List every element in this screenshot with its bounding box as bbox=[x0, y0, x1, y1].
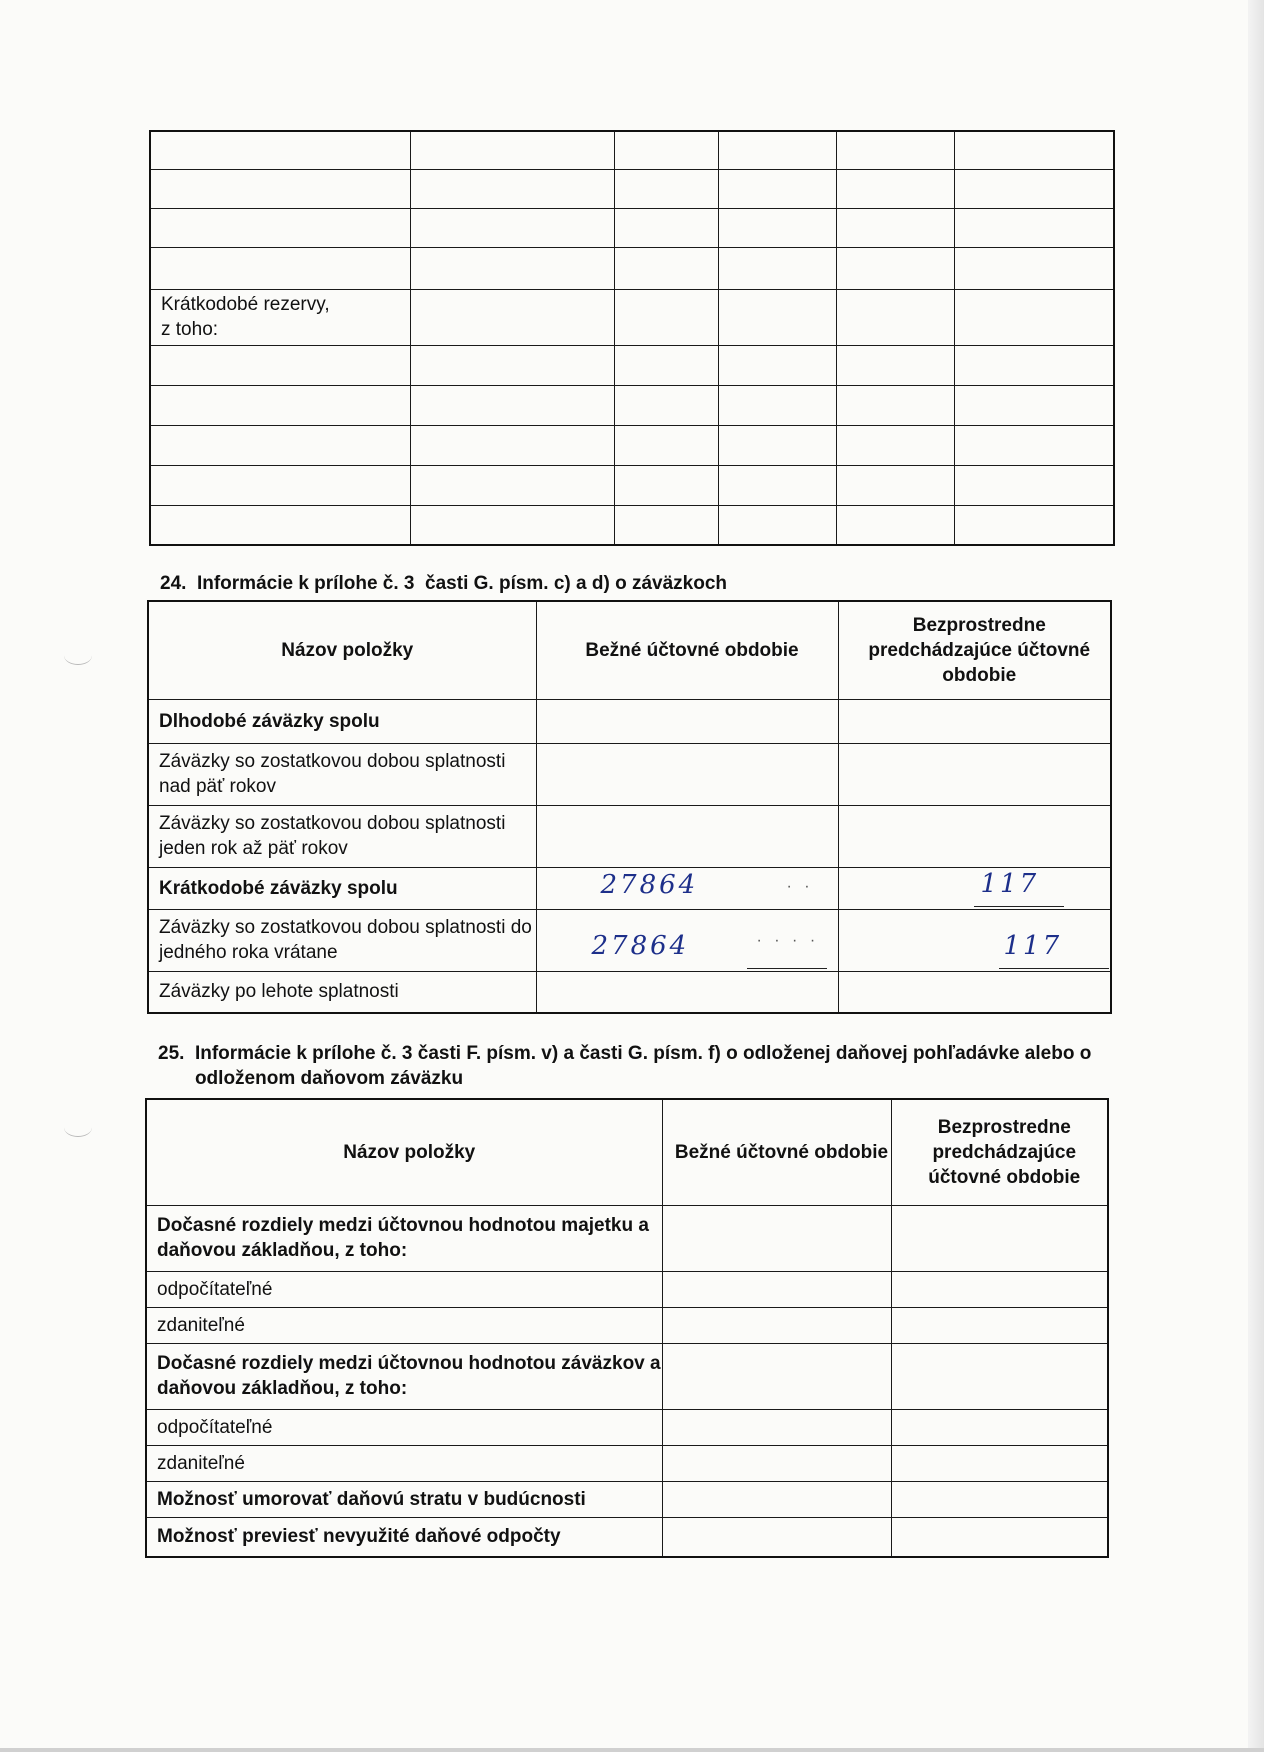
value-previous bbox=[891, 1343, 1108, 1409]
value-current bbox=[662, 1271, 891, 1307]
table-cell bbox=[836, 289, 954, 345]
table-row bbox=[146, 1307, 1108, 1343]
row-label bbox=[150, 465, 410, 505]
pencil-dots: · · bbox=[786, 877, 814, 895]
table-row bbox=[148, 743, 1111, 805]
table-cell bbox=[718, 425, 836, 465]
page-edge-shadow bbox=[1248, 0, 1264, 1752]
header-current-period: Bežné účtovné obdobie bbox=[536, 601, 838, 699]
table-row bbox=[146, 1271, 1108, 1307]
table-cell bbox=[836, 131, 954, 169]
table-cell bbox=[718, 169, 836, 208]
punch-hole-mark bbox=[64, 1118, 92, 1137]
table-cell bbox=[836, 425, 954, 465]
table-cell bbox=[836, 465, 954, 505]
value-current bbox=[662, 1205, 891, 1271]
value-previous-cell bbox=[838, 867, 1111, 909]
row-label bbox=[150, 425, 410, 465]
table-row bbox=[150, 505, 1114, 545]
table-cell bbox=[614, 208, 718, 247]
value-current bbox=[536, 805, 838, 867]
table-cell bbox=[614, 425, 718, 465]
liabilities-table bbox=[147, 600, 1112, 1014]
table-row bbox=[150, 169, 1114, 208]
table-row bbox=[146, 1517, 1108, 1557]
handwriting-underline bbox=[974, 906, 1064, 907]
table-row bbox=[150, 131, 1114, 169]
table-cell bbox=[954, 385, 1114, 425]
table-cell bbox=[614, 169, 718, 208]
row-label bbox=[150, 247, 410, 289]
table-cell bbox=[954, 505, 1114, 545]
value-previous bbox=[891, 1481, 1108, 1517]
table-cell bbox=[836, 169, 954, 208]
table-row bbox=[146, 1409, 1108, 1445]
table-cell bbox=[614, 465, 718, 505]
table-cell bbox=[718, 465, 836, 505]
table-cell bbox=[614, 385, 718, 425]
row-label: Dočasné rozdiely medzi účtovnou hodnotou majetku a daňovou základňou, z toho: bbox=[146, 1205, 662, 1271]
value-previous bbox=[838, 743, 1111, 805]
value-previous bbox=[891, 1517, 1108, 1557]
table-cell bbox=[954, 247, 1114, 289]
table-cell bbox=[954, 465, 1114, 505]
table-cell bbox=[954, 208, 1114, 247]
table-row bbox=[150, 425, 1114, 465]
table-cell bbox=[954, 289, 1114, 345]
row-label bbox=[150, 131, 410, 169]
value-current bbox=[536, 699, 838, 743]
section-25-title: 25. Informácie k prílohe č. 3 časti F. písm. v) a časti G. písm. f) o odloženej daňovej pohľadávke alebo o odloženom daňovom záväzku bbox=[158, 1043, 1092, 1089]
header-current-period: Bežné účtovné obdobie bbox=[662, 1099, 891, 1205]
value-previous bbox=[891, 1205, 1108, 1271]
table-cell bbox=[410, 425, 614, 465]
deferred-tax-table bbox=[145, 1098, 1109, 1558]
table-row bbox=[148, 909, 1111, 971]
table-cell bbox=[410, 345, 614, 385]
handwriting-underline bbox=[999, 968, 1109, 969]
header-item-name: Názov položky bbox=[148, 601, 536, 699]
row-label: Krátkodobé záväzky spolu bbox=[148, 867, 536, 909]
table-cell bbox=[614, 247, 718, 289]
table-cell bbox=[718, 247, 836, 289]
table-cell bbox=[410, 208, 614, 247]
table-cell bbox=[614, 345, 718, 385]
table-row bbox=[150, 465, 1114, 505]
section-24-title: 24. Informácie k prílohe č. 3 časti G. písm. c) a d) o záväzkoch bbox=[160, 573, 728, 594]
row-label: Záväzky po lehote splatnosti bbox=[148, 971, 536, 1013]
value-current bbox=[662, 1517, 891, 1557]
table-row bbox=[150, 247, 1114, 289]
table-cell bbox=[614, 289, 718, 345]
header-previous-period: Bezprostredne predchádzajúce účtovné obdobie bbox=[891, 1099, 1108, 1205]
value-current bbox=[662, 1307, 891, 1343]
value-current bbox=[662, 1481, 891, 1517]
value-current bbox=[536, 743, 838, 805]
table-cell bbox=[410, 385, 614, 425]
value-previous-cell bbox=[838, 909, 1111, 971]
value-current bbox=[536, 971, 838, 1013]
table-row bbox=[150, 208, 1114, 247]
value-previous bbox=[838, 971, 1111, 1013]
row-label bbox=[150, 505, 410, 545]
table-row bbox=[146, 1445, 1108, 1481]
handwriting-underline bbox=[747, 968, 827, 969]
table-row bbox=[148, 699, 1111, 743]
table-cell bbox=[954, 131, 1114, 169]
value-current bbox=[662, 1409, 891, 1445]
table-cell bbox=[410, 289, 614, 345]
table-cell bbox=[410, 131, 614, 169]
table-header-row bbox=[146, 1099, 1108, 1205]
row-label: odpočítateľné bbox=[146, 1409, 662, 1445]
reserves-table bbox=[149, 130, 1115, 546]
table-row bbox=[150, 385, 1114, 425]
table-row bbox=[146, 1343, 1108, 1409]
table-cell bbox=[410, 505, 614, 545]
row-label: Dlhodobé záväzky spolu bbox=[148, 699, 536, 743]
value-previous bbox=[838, 699, 1111, 743]
table-cell bbox=[836, 208, 954, 247]
table-row bbox=[148, 971, 1111, 1013]
table-cell bbox=[718, 505, 836, 545]
table-cell bbox=[718, 345, 836, 385]
table-cell bbox=[614, 505, 718, 545]
value-previous bbox=[891, 1307, 1108, 1343]
value-previous bbox=[891, 1409, 1108, 1445]
value-current bbox=[662, 1343, 891, 1409]
table-cell bbox=[718, 289, 836, 345]
table-row bbox=[146, 1481, 1108, 1517]
row-label: Dočasné rozdiely medzi účtovnou hodnotou záväzkov a daňovou základňou, z toho: bbox=[146, 1343, 662, 1409]
row-label bbox=[150, 345, 410, 385]
row-label bbox=[150, 208, 410, 247]
row-label-short-term-reserves: Krátkodobé rezervy, z toho: bbox=[150, 289, 410, 345]
punch-hole-mark bbox=[64, 646, 92, 665]
value-previous bbox=[891, 1271, 1108, 1307]
row-label: Záväzky so zostatkovou dobou splatnosti do jedného roka vrátane bbox=[148, 909, 536, 971]
table-row bbox=[148, 867, 1111, 909]
table-cell bbox=[954, 425, 1114, 465]
handwritten-value-previous: 117 bbox=[1003, 930, 1063, 961]
header-item-name: Názov položky bbox=[146, 1099, 662, 1205]
page-bottom-edge bbox=[0, 1748, 1264, 1752]
pencil-dots: · · · · bbox=[756, 931, 820, 949]
table-cell bbox=[614, 131, 718, 169]
table-cell bbox=[718, 131, 836, 169]
row-label: Záväzky so zostatkovou dobou splatnosti nad päť rokov bbox=[148, 743, 536, 805]
handwritten-value-current: 27864 bbox=[600, 869, 699, 900]
table-cell bbox=[836, 345, 954, 385]
handwritten-value-current: 27864 bbox=[591, 930, 690, 961]
table-cell bbox=[954, 345, 1114, 385]
table-cell bbox=[410, 465, 614, 505]
table-cell bbox=[410, 247, 614, 289]
value-current-cell bbox=[536, 909, 838, 971]
handwritten-value-previous: 117 bbox=[980, 868, 1040, 899]
table-row bbox=[148, 805, 1111, 867]
table-cell bbox=[836, 385, 954, 425]
row-label: Možnosť umorovať daňovú stratu v budúcnosti bbox=[146, 1481, 662, 1517]
table-cell bbox=[718, 208, 836, 247]
table-row bbox=[146, 1205, 1108, 1271]
row-label: odpočítateľné bbox=[146, 1271, 662, 1307]
table-row bbox=[150, 289, 1114, 345]
table-cell bbox=[410, 169, 614, 208]
row-label: Záväzky so zostatkovou dobou splatnosti jeden rok až päť rokov bbox=[148, 805, 536, 867]
header-previous-period: Bezprostredne predchádzajúce účtovné obdobie bbox=[838, 601, 1111, 699]
table-cell bbox=[954, 169, 1114, 208]
table-header-row bbox=[148, 601, 1111, 699]
row-label: Možnosť previesť nevyužité daňové odpočty bbox=[146, 1517, 662, 1557]
table-cell bbox=[836, 505, 954, 545]
table-cell bbox=[836, 247, 954, 289]
value-current bbox=[662, 1445, 891, 1481]
value-previous bbox=[891, 1445, 1108, 1481]
table-row bbox=[150, 345, 1114, 385]
row-label: zdaniteľné bbox=[146, 1307, 662, 1343]
value-previous bbox=[838, 805, 1111, 867]
row-label: zdaniteľné bbox=[146, 1445, 662, 1481]
table-cell bbox=[718, 385, 836, 425]
row-label bbox=[150, 385, 410, 425]
row-label bbox=[150, 169, 410, 208]
value-current-cell bbox=[536, 867, 838, 909]
